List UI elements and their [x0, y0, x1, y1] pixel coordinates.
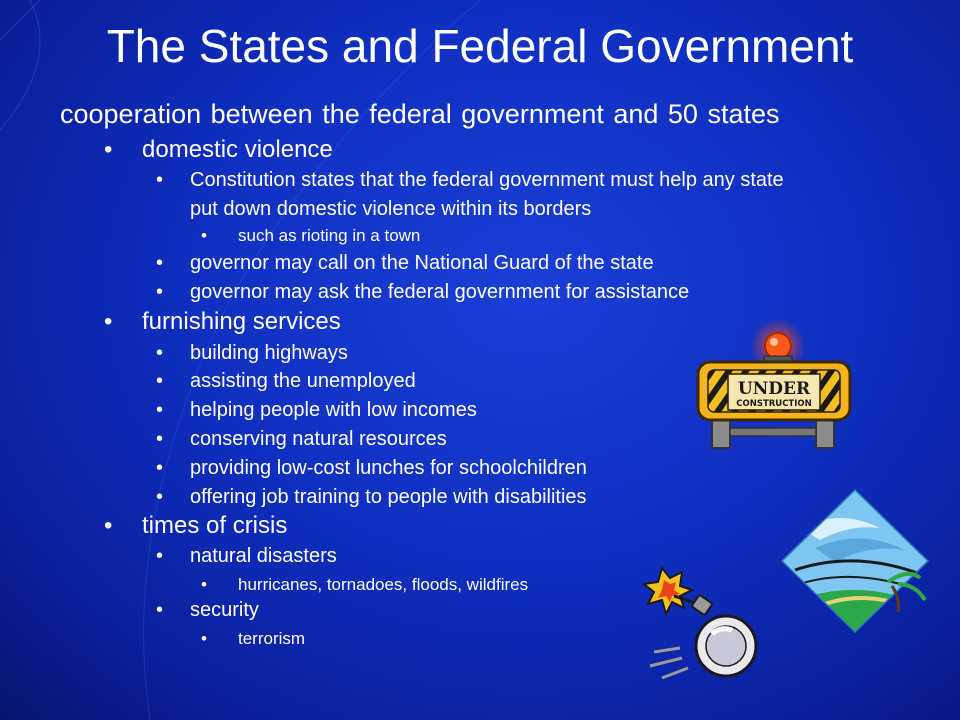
section-heading: • domestic violence	[104, 136, 333, 163]
section-heading: • furnishing services	[104, 308, 341, 335]
sub-list-item: • hurricanes, tornadoes, floods, wildfires	[201, 575, 529, 594]
stormy-weather-diamond-icon	[780, 488, 930, 636]
list-item: • governor may call on the National Guard of the state	[156, 252, 654, 274]
intro-text: cooperation between the federal government and 50 states	[60, 99, 780, 129]
slide-title: The States and Federal Government	[106, 20, 854, 72]
bomb-icon	[640, 560, 770, 685]
sign-text-construction: CONSTRUCTION	[736, 399, 812, 409]
section-heading: • times of crisis	[104, 512, 288, 539]
list-item: • conserving natural resources	[156, 428, 447, 450]
list-item: • Constitution states that the federal government must help any state	[156, 169, 784, 191]
list-item: • security	[156, 599, 259, 621]
sign-text-under: UNDER	[737, 379, 811, 399]
list-item: • offering job training to people with disabilities	[156, 486, 587, 508]
list-item: • governor may ask the federal government for assistance	[156, 281, 690, 303]
sub-list-item: • terrorism	[201, 629, 306, 648]
list-item: • helping people with low incomes	[156, 399, 477, 421]
list-item-continuation: put down domestic violence within its borders	[190, 198, 592, 220]
list-item: • building highways	[156, 342, 348, 364]
list-item: • assisting the unemployed	[156, 370, 416, 392]
sub-list-item: • such as rioting in a town	[201, 226, 421, 245]
under-construction-barricade-icon	[694, 318, 860, 454]
list-item: • providing low-cost lunches for schoolchildren	[156, 457, 587, 479]
list-item: • natural disasters	[156, 545, 337, 567]
